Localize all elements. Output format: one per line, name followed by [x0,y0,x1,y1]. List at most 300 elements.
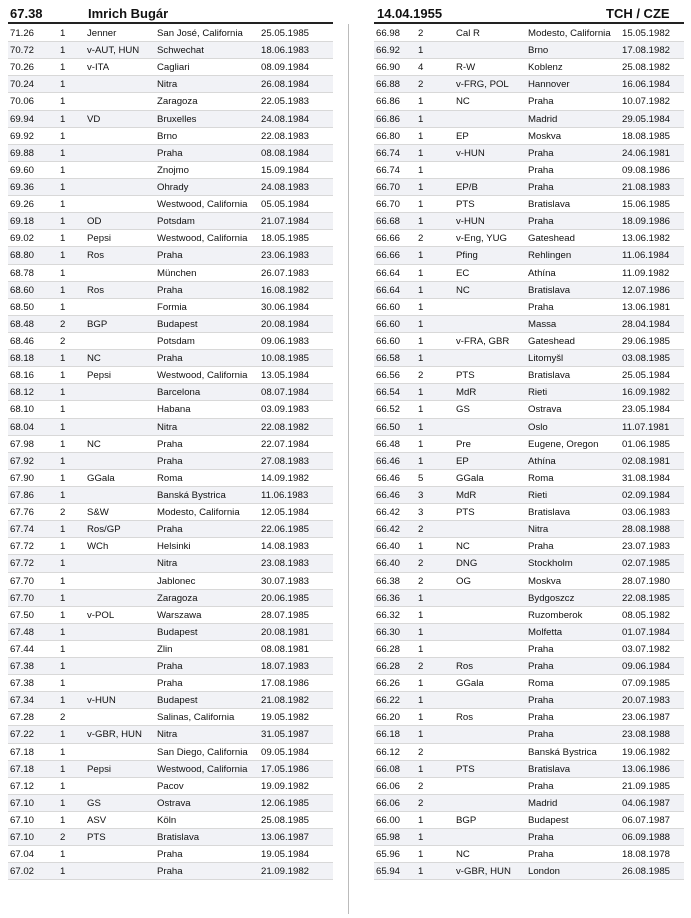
result-event: Cal R [456,28,480,39]
result-mark: 66.40 [376,541,401,553]
result-date: 28.07.1985 [261,609,310,621]
result-city: Habana [157,404,191,416]
result-city: Koblenz [528,62,563,74]
result-mark: 67.04 [10,849,35,861]
result-place: 1 [418,695,424,707]
result-city: Budapest [157,626,198,638]
result-date: 19.05.1984 [261,849,310,861]
result-mark: 65.94 [376,866,401,878]
result-mark: 67.18 [10,763,35,775]
result-date: 12.07.1986 [622,284,671,296]
result-row [8,692,333,709]
result-place: 1 [418,609,424,621]
result-place: 1 [418,866,424,878]
result-mark: 66.86 [376,96,401,108]
result-date: 03.07.1982 [622,643,671,655]
result-place: 1 [418,335,424,347]
result-row [374,230,684,247]
result-date: 25.08.1982 [622,62,671,74]
result-date: 22.06.1985 [261,524,310,536]
result-city: Nitra [157,79,178,91]
result-row [8,812,333,829]
result-row [374,316,684,333]
result-row [374,76,684,93]
result-row [8,384,333,401]
result-place: 1 [60,575,66,587]
result-row [374,607,684,624]
result-row [8,162,333,179]
result-city: Praha [157,250,183,262]
result-date: 19.05.1982 [261,712,310,724]
result-mark: 67.22 [10,729,35,741]
result-date: 17.08.1982 [622,45,671,57]
result-row [374,812,684,829]
result-date: 06.07.1987 [622,815,671,827]
result-mark: 66.18 [376,729,401,741]
result-city: Hannover [528,79,570,91]
result-date: 08.05.1982 [622,609,671,621]
result-date: 03.06.1983 [622,507,671,519]
result-place: 1 [418,815,424,827]
result-place: 1 [418,712,424,724]
result-date: 14.08.1983 [261,541,310,553]
result-place: 1 [418,318,424,330]
result-date: 22.07.1984 [261,438,310,450]
result-date: 11.07.1981 [622,421,670,433]
result-city: Zaragoza [157,96,198,108]
result-mark: 67.76 [10,507,35,519]
result-event: OG [456,575,471,587]
result-city: Praha [157,661,183,673]
result-date: 24.08.1984 [261,113,310,125]
result-mark: 67.12 [10,780,35,792]
result-row [8,93,333,110]
result-date: 26.08.1985 [622,866,671,878]
result-mark: 66.36 [376,592,401,604]
result-city: Rieti [528,489,548,501]
result-date: 20.08.1984 [261,318,310,330]
result-mark: 66.74 [376,164,401,176]
result-city: Schwechat [157,45,204,57]
result-city: Praha [528,643,554,655]
result-event: PTS [456,370,475,382]
column-divider [348,24,349,914]
result-date: 18.08.1985 [622,130,671,142]
result-place: 1 [60,62,66,74]
result-row [374,145,684,162]
result-city: Moskva [528,130,562,142]
result-date: 21.09.1985 [622,780,671,792]
result-mark: 66.06 [376,797,401,809]
result-row [374,179,684,196]
result-event: GS [456,404,470,416]
result-mark: 66.06 [376,780,401,792]
result-mark: 67.10 [10,832,35,844]
result-row [374,128,684,145]
result-city: Praha [528,832,554,844]
result-date: 30.07.1983 [261,575,310,587]
result-row [374,709,684,726]
result-row [8,230,333,247]
result-event: OD [87,216,102,228]
result-city: Ostrava [157,797,191,809]
result-place: 1 [60,45,66,57]
result-row [8,265,333,282]
result-city: Bydgoszcz [528,592,575,604]
result-place: 1 [418,387,424,399]
result-mark: 70.24 [10,79,35,91]
result-city: Praha [157,353,183,365]
result-row [374,93,684,110]
result-mark: 66.42 [376,507,401,519]
result-date: 03.09.1983 [261,404,310,416]
result-mark: 67.74 [10,524,35,536]
result-city: Bratislava [528,370,571,382]
result-place: 1 [60,284,66,296]
result-mark: 66.90 [376,62,401,74]
result-event: Ros [87,284,105,296]
result-city: Bruxelles [157,113,197,125]
result-event: MdR [456,387,477,399]
result-mark: 67.90 [10,472,35,484]
result-mark: 67.44 [10,643,35,655]
result-date: 19.06.1982 [622,746,671,758]
result-place: 1 [418,729,424,741]
result-city: Salinas, California [157,712,235,724]
result-city: Westwood, California [157,370,248,382]
result-row [374,265,684,282]
result-mark: 66.80 [376,130,401,142]
result-place: 1 [60,797,66,809]
result-event: v-HUN [87,695,116,707]
result-place: 1 [60,729,66,741]
result-date: 06.09.1988 [622,832,671,844]
result-row [8,282,333,299]
result-city: Praha [528,712,554,724]
result-place: 1 [60,147,66,159]
result-mark: 66.50 [376,421,401,433]
result-city: Modesto, California [528,28,611,39]
result-date: 16.08.1982 [261,284,310,296]
result-city: Praha [157,524,183,536]
result-mark: 68.10 [10,404,35,416]
result-city: Praha [157,438,183,450]
result-event: Jenner [87,28,117,39]
result-city: Ruzomberok [528,609,583,621]
result-mark: 66.86 [376,113,401,125]
result-mark: 66.68 [376,216,401,228]
result-row [8,111,333,128]
result-row [374,282,684,299]
result-event: Ros/GP [87,524,121,536]
result-row [374,470,684,487]
result-place: 5 [418,472,424,484]
result-mark: 65.98 [376,832,401,844]
result-row [8,470,333,487]
result-row [8,846,333,863]
result-city: Praha [528,181,554,193]
result-row [374,521,684,538]
result-city: Nitra [157,558,178,570]
result-event: PTS [87,832,106,844]
result-row [8,487,333,504]
result-city: Rieti [528,387,548,399]
result-date: 08.09.1984 [261,62,310,74]
result-date: 15.06.1985 [622,199,671,211]
result-place: 1 [60,421,66,433]
result-row [8,726,333,743]
result-mark: 71.26 [10,28,35,39]
result-place: 2 [60,318,66,330]
result-place: 3 [418,489,424,501]
result-date: 04.06.1987 [622,797,671,809]
result-place: 1 [418,164,424,176]
result-place: 1 [418,130,424,142]
result-event: WCh [87,541,109,553]
result-place: 1 [418,96,424,108]
result-date: 22.08.1982 [261,421,310,433]
result-row [8,761,333,778]
result-row [374,829,684,846]
result-place: 1 [60,524,66,536]
result-place: 2 [418,746,424,758]
result-place: 1 [418,626,424,638]
result-date: 02.09.1984 [622,489,671,501]
result-row [8,521,333,538]
result-city: Moskva [528,575,562,587]
result-row [374,25,684,42]
result-date: 18.08.1978 [622,849,671,861]
result-row [374,658,684,675]
athlete-birth-date: 14.04.1955 [377,6,443,21]
result-place: 1 [418,438,424,450]
result-date: 09.08.1986 [622,164,671,176]
result-mark: 67.34 [10,695,35,707]
result-city: Massa [528,318,557,330]
result-row [8,555,333,572]
result-row [374,726,684,743]
result-place: 2 [418,79,424,91]
result-row [374,573,684,590]
result-city: San Diego, California [157,746,248,758]
result-mark: 69.02 [10,233,35,245]
result-date: 10.08.1985 [261,353,310,365]
result-mark: 66.48 [376,438,401,450]
result-city: Barcelona [157,387,201,399]
result-mark: 66.26 [376,678,401,690]
result-city: Eugene, Oregon [528,438,599,450]
result-place: 1 [418,216,424,228]
result-event: Pre [456,438,471,450]
results-list-left [8,25,333,880]
result-place: 1 [60,455,66,467]
result-place: 1 [60,763,66,775]
result-place: 2 [418,575,424,587]
result-place: 2 [418,780,424,792]
result-date: 26.07.1983 [261,267,310,279]
result-event: GGala [456,472,484,484]
result-mark: 69.18 [10,216,35,228]
result-date: 08.08.1981 [261,643,310,655]
result-city: Brno [528,45,549,57]
result-row [374,401,684,418]
result-date: 05.05.1984 [261,199,310,211]
result-event: NC [87,438,101,450]
result-place: 2 [60,712,66,724]
result-mark: 66.08 [376,763,401,775]
result-city: Praha [157,147,183,159]
result-mark: 66.20 [376,712,401,724]
result-mark: 66.70 [376,199,401,211]
result-mark: 68.50 [10,301,35,313]
result-row [8,179,333,196]
result-date: 18.05.1985 [261,233,310,245]
result-event: GGala [456,678,484,690]
result-place: 1 [418,267,424,279]
result-city: Pacov [157,780,184,792]
result-row [374,555,684,572]
result-event: Ros [456,661,474,673]
result-place: 1 [60,815,66,827]
result-place: 1 [60,780,66,792]
result-event: v-FRA, GBR [456,335,510,347]
result-date: 19.09.1982 [261,780,310,792]
result-mark: 65.96 [376,849,401,861]
result-place: 1 [418,181,424,193]
result-place: 1 [418,404,424,416]
result-row [374,247,684,264]
result-date: 15.09.1984 [261,164,310,176]
result-row [374,675,684,692]
result-place: 2 [60,335,66,347]
result-row [374,487,684,504]
result-mark: 67.28 [10,712,35,724]
result-mark: 66.42 [376,524,401,536]
result-row [8,59,333,76]
result-date: 07.09.1985 [622,678,671,690]
result-mark: 66.56 [376,370,401,382]
result-place: 1 [60,267,66,279]
result-row [8,607,333,624]
result-city: Praha [528,541,554,553]
result-mark: 66.46 [376,455,401,467]
result-date: 27.08.1983 [261,455,310,467]
result-row [8,316,333,333]
result-date: 21.08.1982 [261,695,310,707]
result-city: Praha [157,284,183,296]
result-row [8,624,333,641]
result-city: Banská Bystrica [528,746,597,758]
result-date: 26.08.1984 [261,79,310,91]
result-date: 09.06.1984 [622,661,671,673]
result-city: Praha [528,729,554,741]
result-city: Roma [528,678,554,690]
result-city: Praha [528,695,554,707]
result-event: Pepsi [87,233,111,245]
result-row [374,641,684,658]
result-mark: 68.04 [10,421,35,433]
result-place: 1 [60,626,66,638]
result-date: 28.07.1980 [622,575,671,587]
result-city: Praha [528,147,554,159]
result-place: 2 [418,661,424,673]
result-date: 22.05.1983 [261,96,310,108]
result-mark: 69.88 [10,147,35,159]
result-mark: 67.72 [10,541,35,553]
result-mark: 68.18 [10,353,35,365]
result-event: Ros [456,712,474,724]
result-city: Molfetta [528,626,563,638]
result-mark: 66.64 [376,267,401,279]
result-place: 1 [60,661,66,673]
result-mark: 66.12 [376,746,401,758]
result-city: Bratislava [528,507,571,519]
result-row [374,436,684,453]
result-city: Köln [157,815,177,827]
result-date: 20.06.1985 [261,592,310,604]
result-mark: 66.46 [376,472,401,484]
result-city: Athína [528,267,556,279]
result-place: 1 [60,489,66,501]
result-place: 1 [418,832,424,844]
result-place: 1 [418,849,424,861]
result-place: 1 [60,678,66,690]
result-mark: 66.32 [376,609,401,621]
result-date: 13.06.1986 [622,763,671,775]
result-date: 23.06.1987 [622,712,671,724]
result-row [8,350,333,367]
result-event: v-POL [87,609,115,621]
result-event: EC [456,267,470,279]
result-row [8,863,333,880]
result-mark: 66.66 [376,233,401,245]
result-row [8,128,333,145]
result-mark: 66.28 [376,643,401,655]
result-place: 1 [60,233,66,245]
result-mark: 66.64 [376,284,401,296]
result-place: 1 [60,438,66,450]
result-place: 1 [60,695,66,707]
athlete-nation: TCH / CZE [606,6,670,21]
result-event: v-HUN [456,216,485,228]
result-row [374,42,684,59]
result-date: 01.07.1984 [622,626,671,638]
result-date: 22.08.1983 [261,130,310,142]
result-row [8,25,333,42]
result-city: Zlin [157,643,173,655]
result-event: ASV [87,815,107,827]
result-city: Westwood, California [157,763,248,775]
result-place: 2 [418,524,424,536]
result-city: Praha [157,678,183,690]
result-city: Nitra [157,421,178,433]
result-event: EP [456,455,469,467]
result-city: Praha [528,780,554,792]
result-date: 15.05.1982 [622,28,671,39]
result-place: 2 [418,233,424,245]
result-date: 10.07.1982 [622,96,671,108]
result-event: MdR [456,489,477,501]
result-mark: 67.92 [10,455,35,467]
result-date: 21.08.1983 [622,181,671,193]
result-mark: 67.72 [10,558,35,570]
result-event: R-W [456,62,476,74]
result-date: 14.09.1982 [261,472,310,484]
result-city: Helsinki [157,541,191,553]
result-event: NC [456,541,470,553]
result-event: DNG [456,558,478,570]
header-rule-left [8,22,333,24]
